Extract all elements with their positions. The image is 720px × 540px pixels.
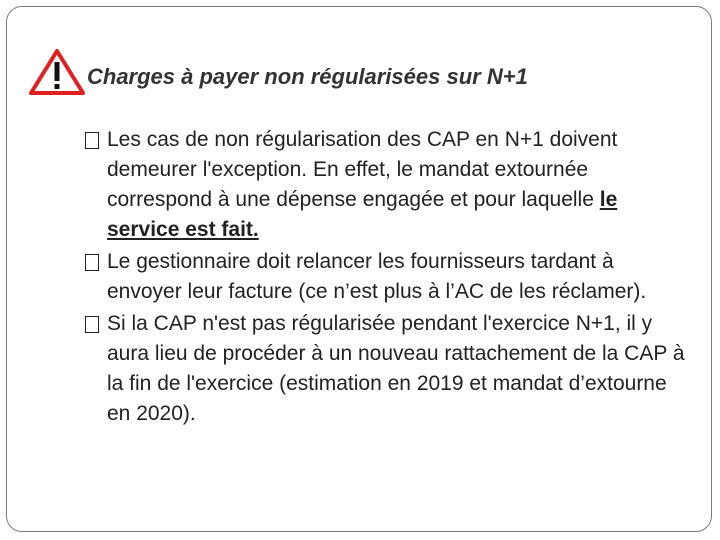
bullet-text: Les cas de non régularisation des CAP en N+1 doivent demeurer l'exception. En effet, le mandat extournée correspond à une dépense engagée et pour laquelle [107, 128, 618, 211]
bullet-item-3 [85, 309, 685, 429]
bullet-emphasis: le service est fait. [107, 188, 618, 241]
slide-title: Charges à payer non régularisées sur N+1 [87, 64, 528, 89]
bullet-box-icon [85, 132, 99, 149]
slide-frame [6, 6, 712, 532]
warning-triangle-icon [27, 47, 87, 97]
bullet-item-2 [85, 247, 685, 307]
bullet-text: Le gestionnaire doit relancer les fournisseurs tardant à envoyer leur facture (ce n’est plus à l’AC de les réclamer). [107, 250, 647, 303]
bullet-item-1 [85, 125, 685, 245]
bullet-box-icon [85, 254, 99, 271]
title-row [27, 47, 707, 107]
bullet-text: Si la CAP n'est pas régularisée pendant l'exercice N+1, il y aura lieu de procéder à un nouveau rattachement de la CAP à la fin de l'exercice (estimation en 2019 et mandat d’extourne en 2020). [107, 312, 685, 425]
bullet-box-icon [85, 316, 99, 333]
bullet-list [85, 125, 685, 431]
